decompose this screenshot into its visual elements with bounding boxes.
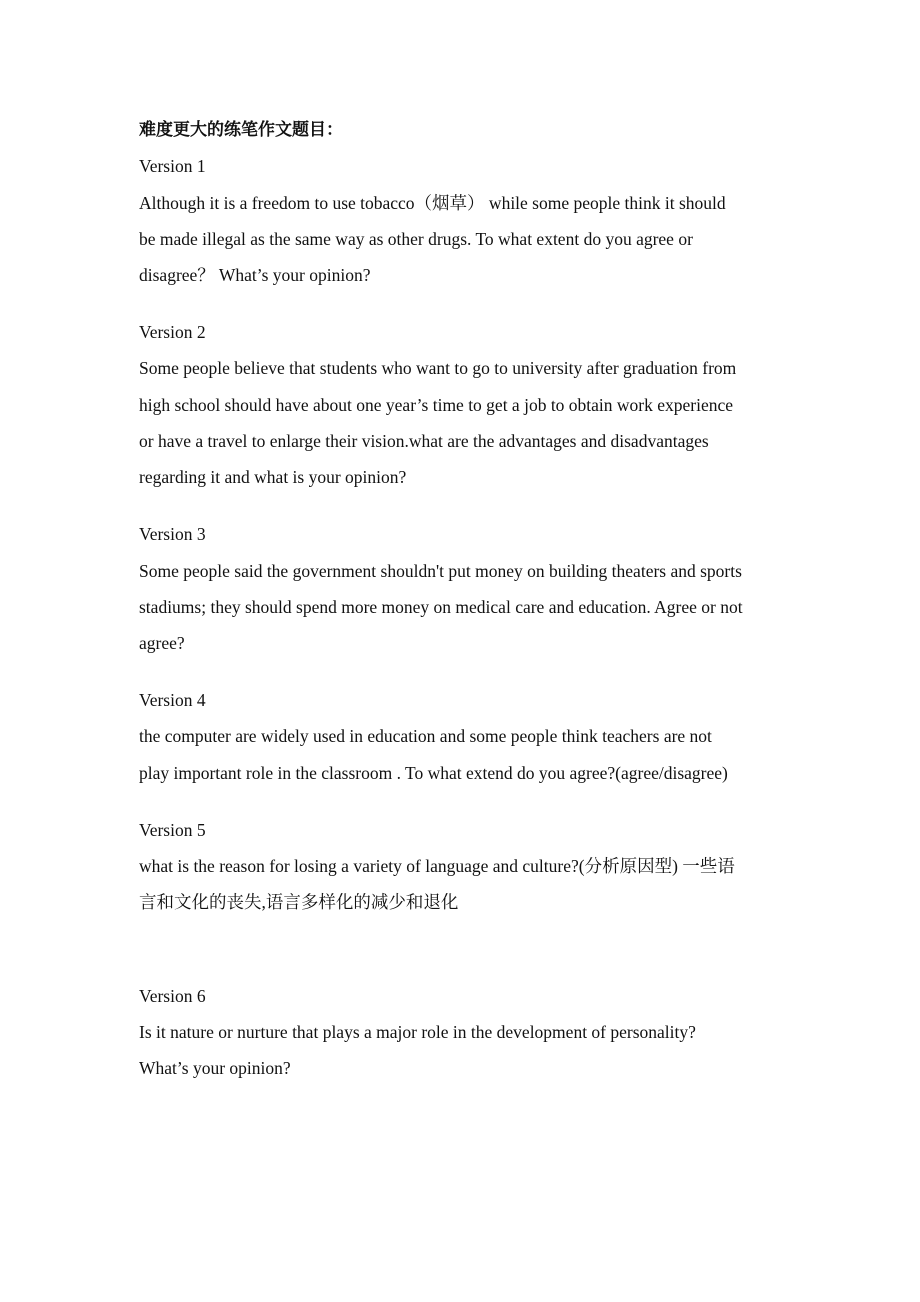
version-label: Version 6 [139,985,206,1006]
version-text-line: Some people believe that students who want to go to university after graduation from [139,358,737,379]
version-text-line: Some people said the government shouldn't put money on building theaters and sports [139,560,742,581]
paragraph-gap [139,293,789,314]
version-text-line: 言和文化的丧失,语言多样化的减少和退化 [139,892,459,913]
version-6 [139,978,789,1087]
version-3 [139,516,789,661]
version-text-line: be made illegal as the same way as other drugs. To what extent do you agree or [139,228,693,249]
document-title: 难度更大的练笔作文题目： [139,120,343,140]
version-text-line: What’s your opinion? [139,1058,291,1079]
version-text-line: play important role in the classroom . To what extend do you agree?(agree/disagree) [139,762,728,783]
version-label: Version 1 [139,156,206,176]
version-text-line: agree? [139,633,185,654]
version-label: Version 3 [139,524,206,545]
version-text-line: Is it nature or nurture that plays a major role in the development of personality? [139,1022,696,1043]
version-text-line: high school should have about one year’s time to get a job to obtain work experience [139,394,734,415]
version-text-line: stadiums; they should spend more money on medical care and education. Agree or not [139,596,743,617]
paragraph-gap [139,921,789,978]
paragraph-gap [139,496,789,517]
document-content [139,112,789,1087]
version-2 [139,314,789,496]
version-text-line: regarding it and what is your opinion? [139,467,407,488]
paragraph-gap [139,791,789,812]
version-text-line: the computer are widely used in education and some people think teachers are not [139,726,712,747]
paragraph-gap [139,661,789,682]
version-4 [139,682,789,791]
version-label: Version 4 [139,689,206,710]
version-label: Version 2 [139,321,206,342]
version-text-line: or have a travel to enlarge their vision.what are the advantages and disadvantages [139,430,709,451]
version-text-line: what is the reason for losing a variety of language and culture?(分析原因型) 一些语 [139,856,735,877]
version-label: Version 5 [139,819,206,840]
version-text-line: Although it is a freedom to use tobacco（烟草） while some people think it should [139,192,726,213]
version-1 [139,148,789,293]
version-text-line: disagree？ What’s your opinion? [139,265,371,286]
version-5 [139,812,789,921]
